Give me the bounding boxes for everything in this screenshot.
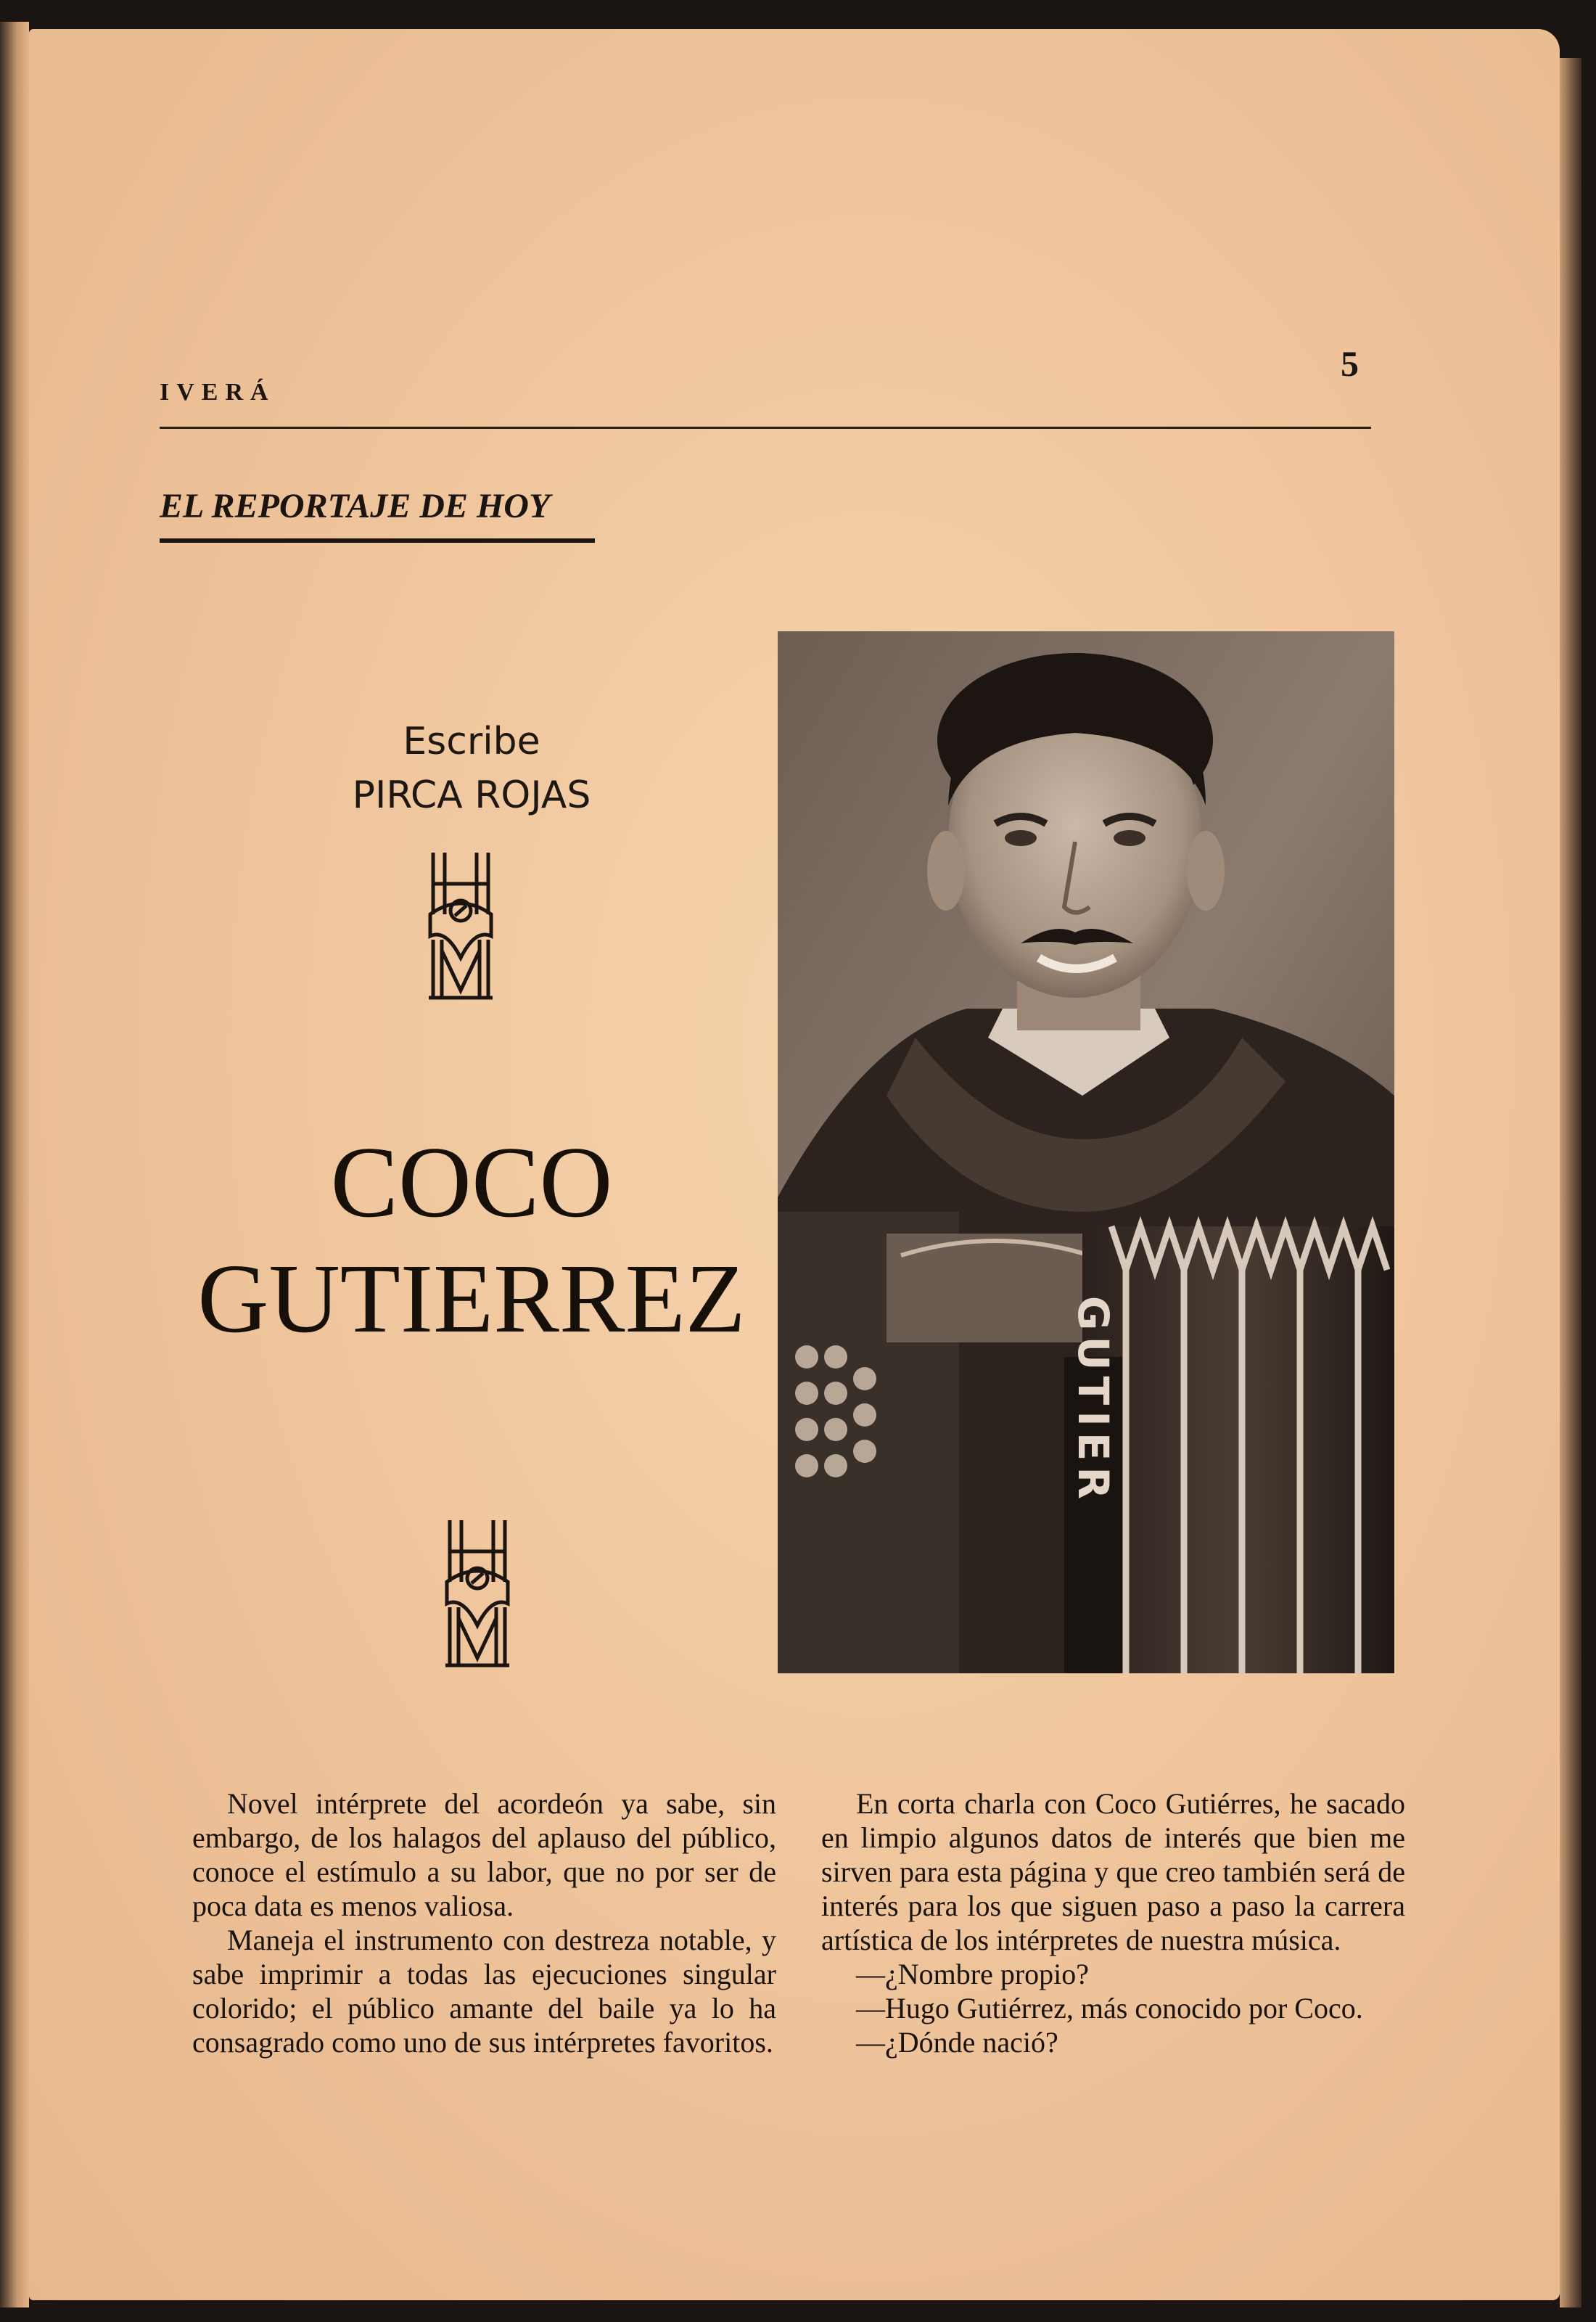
byline-label: Escribe	[403, 720, 540, 763]
headline-first-name: COCO	[330, 1126, 613, 1239]
interview-question: —¿Dónde nació?	[856, 2026, 1058, 2059]
article-column-left	[192, 1786, 776, 2059]
article-paragraph: En corta charla con Coco Gutiérres, he sacado en limpio algunos datos de interés que bien me sirven para esta página y que creo también será de interés para los que siguen paso a paso la carrera artística de los intérpretes de nuestra música.	[821, 1787, 1405, 1956]
interview-answer: —Hugo Gutiérrez, más conocido por Coco.	[856, 1992, 1363, 2024]
accordion-lettering: GUTIER	[1069, 1295, 1118, 1506]
magazine-name: IVERÁ	[160, 379, 276, 406]
article-column-right	[821, 1786, 1405, 2059]
book-gutter	[0, 22, 29, 2307]
page-edge-shadow	[1560, 58, 1581, 2307]
article-paragraph: Maneja el instrumento con destreza notable, y sabe imprimir a todas las ejecuciones singular colorido; el público amante del baile ya lo ha consagrado como uno de sus intérpretes favoritos.	[192, 1924, 776, 2059]
ornament-emblem-icon	[441, 1517, 514, 1669]
section-title: EL REPORTAJE DE HOY	[160, 487, 551, 525]
article-paragraph: Novel intérprete del acordeón ya sabe, sin embargo, de los halagos del aplauso del público, conoce el estímulo a su labor, que no por ser de poca data es menos valiosa.	[192, 1787, 776, 1922]
portrait-photo	[778, 631, 1394, 1673]
headline-last-name: GUTIERREZ	[197, 1244, 746, 1353]
page-number: 5	[1341, 343, 1359, 384]
section-underline	[160, 538, 595, 543]
interview-question: —¿Nombre propio?	[856, 1958, 1090, 1990]
header-rule	[160, 427, 1371, 429]
ornament-emblem-icon	[424, 849, 497, 1001]
byline-author: PIRCA ROJAS	[352, 774, 591, 817]
